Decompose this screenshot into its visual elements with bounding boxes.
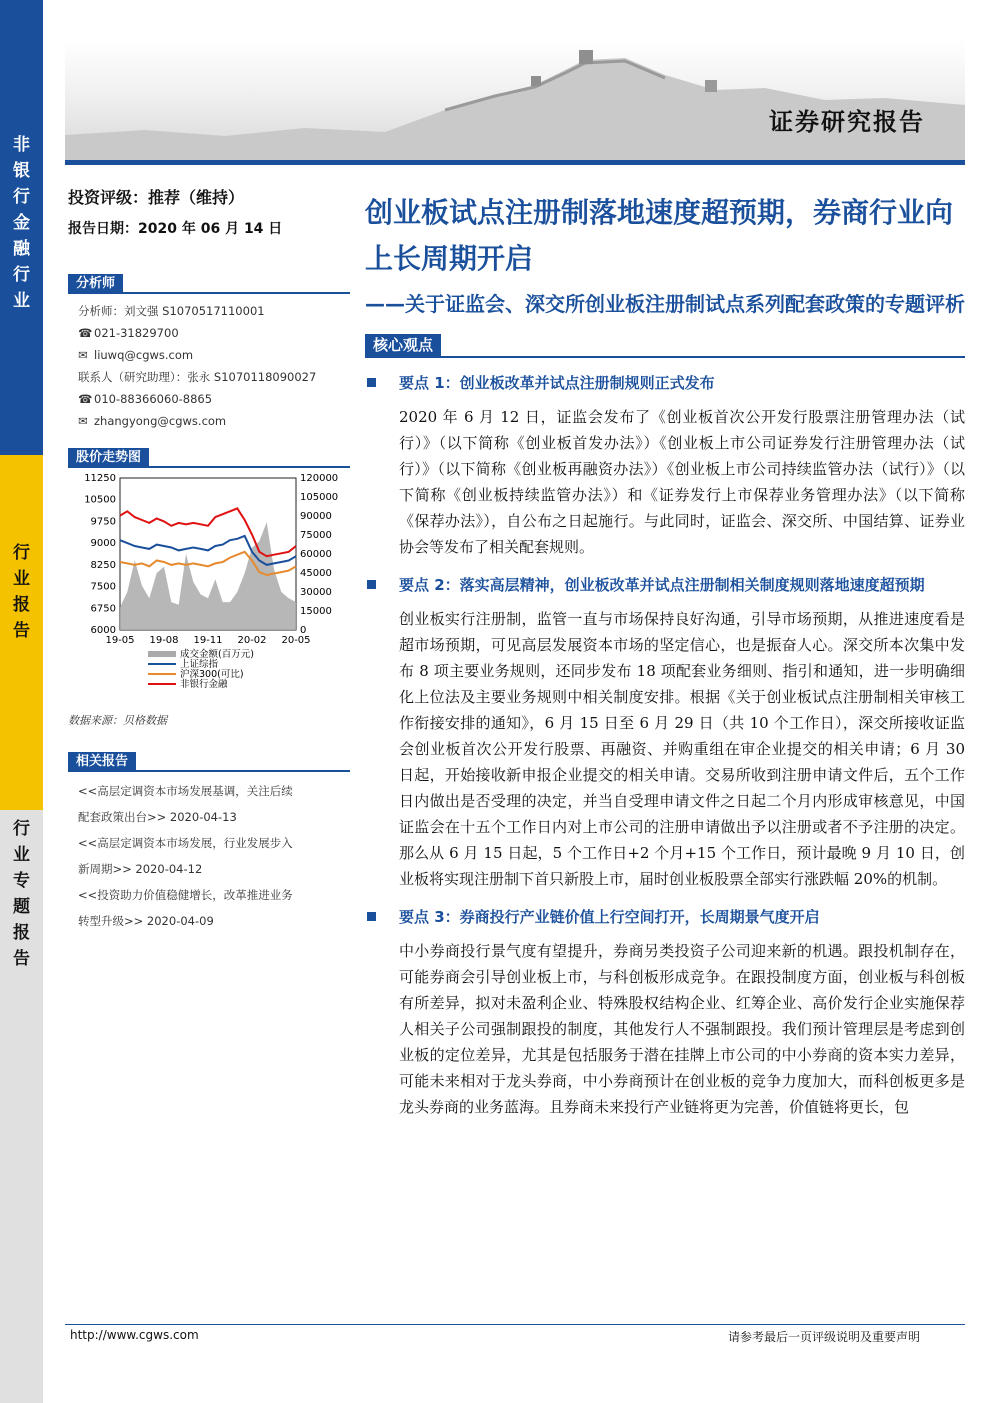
sidebar-char: 告 [13, 621, 30, 641]
report-date: 报告日期：2020 年 06 月 14 日 [68, 221, 283, 237]
phone-icon: ☎ [78, 392, 93, 406]
sidebar-char: 报 [13, 923, 30, 943]
great-wall-image [65, 40, 965, 160]
paragraph-1: 2020 年 6 月 12 日，证监会发布了《创业板首次公开发行股票注册管理办法（试行）》（以下简称《创业板首发办法》）《创业板上市公司证券发行注册管理办法（试行）》（以下简称《创业板再融资办法》）《创业板上市公司持续监管办法（试行）》（以下简称《创业板持续监管办法》）和《证券发行上市保荐业务管理办法》（以下简称《保荐办法》），自公布之日起施行。与此同时，证监会、深交所、中国结算、证券业协会等发布了相关配套规则。 [399, 408, 965, 556]
sidebar-char: 行 [13, 265, 30, 285]
footer-note: 请参考最后一页评级说明及重要声明 [727, 1330, 920, 1344]
key-point-2 [365, 572, 965, 598]
related-section-head [68, 750, 350, 772]
header-banner [65, 40, 965, 160]
related-report-line[interactable]: <<投资助力价值稳健增长，改革推进业务 [78, 888, 293, 902]
y-right-tick-label: 15000 [300, 606, 332, 617]
sidebar-char: 专 [13, 871, 30, 891]
sidebar-char: 行 [13, 187, 30, 207]
sidebar-char: 非 [13, 135, 30, 155]
related-reports [68, 778, 350, 934]
core-view-label: 核心观点 [365, 334, 441, 356]
analyst-phone-row [78, 322, 350, 344]
core-view-head [365, 334, 965, 358]
y-left-tick-label: 10500 [84, 494, 116, 506]
sidebar-char: 告 [13, 949, 30, 969]
y-left-tick-label: 7500 [90, 581, 116, 593]
sidebar [0, 0, 43, 1403]
sidebar-char: 银 [13, 161, 30, 181]
y-left-tick-label: 6000 [90, 625, 116, 636]
chart-head-label: 股价走势图 [68, 448, 149, 468]
related-report-line[interactable]: 新周期>> 2020-04-12 [78, 862, 203, 876]
sidebar-char: 业 [13, 845, 30, 865]
legend-label: 沪深300(可比) [180, 669, 244, 680]
sidebar-char: 行 [13, 543, 30, 563]
assistant-phone-row [78, 388, 350, 410]
y-left-tick-label: 9000 [90, 538, 116, 550]
analyst-email-row [78, 344, 350, 366]
related-report-line[interactable]: <<高层定调资本市场发展基调，关注后续 [78, 784, 293, 798]
chart-section-head [68, 446, 350, 468]
data-source: 数据来源：贝格数据 [68, 714, 167, 727]
sidebar-char: 融 [13, 239, 30, 259]
analyst-phone: 021-31829700 [94, 326, 179, 340]
related-report-line[interactable]: 转型升级>> 2020-04-09 [78, 914, 214, 928]
footer-url[interactable]: http://www.cgws.com [70, 1328, 199, 1342]
y-left-tick-label: 8250 [90, 559, 116, 571]
y-right-tick-label: 120000 [300, 473, 339, 484]
key-point-1-text: 要点 1：创业板改革并试点注册制规则正式发布 [399, 374, 715, 392]
header-rule [65, 160, 965, 165]
y-right-tick-label: 90000 [300, 511, 332, 522]
sidebar-label-report [0, 540, 43, 644]
y-left-tick-label: 11250 [84, 473, 116, 484]
x-tick-label: 19-08 [149, 635, 179, 646]
report-title: 创业板试点注册制落地速度超预期，券商行业向上长周期开启 [365, 196, 954, 275]
volume-area [120, 522, 296, 630]
y-right-tick-label: 75000 [300, 530, 332, 541]
investment-rating: 投资评级：推荐（维持） [68, 188, 245, 207]
analyst-section-head [68, 272, 350, 294]
assistant-email[interactable]: zhangyong@cgws.com [94, 414, 227, 428]
key-point-3 [365, 904, 965, 930]
square-bullet-icon [367, 580, 376, 589]
sidebar-char: 行 [13, 819, 30, 839]
footer-rule [65, 1324, 965, 1325]
related-report-line[interactable]: 配套政策出台>> 2020-04-13 [78, 810, 237, 824]
sidebar-char: 业 [13, 569, 30, 589]
sidebar-char: 业 [13, 291, 30, 311]
x-tick-label: 19-11 [193, 635, 223, 646]
legend-label: 非银行金融 [180, 679, 228, 690]
analyst-head-label: 分析师 [68, 274, 123, 294]
x-tick-label: 20-02 [237, 635, 267, 646]
price-chart [68, 468, 350, 708]
sidebar-label-industry [0, 132, 43, 314]
phone-icon: ☎ [78, 326, 93, 340]
y-right-tick-label: 105000 [300, 492, 339, 503]
sidebar-label-special [0, 816, 43, 972]
legend-label: 成交金额(百万元) [180, 649, 254, 660]
related-head-label: 相关报告 [68, 752, 136, 772]
sidebar-char: 金 [13, 213, 30, 233]
email-icon: ✉ [78, 414, 88, 428]
y-right-tick-label: 45000 [300, 568, 332, 579]
legend-label: 上证综指 [180, 659, 219, 670]
report-subtitle: ——关于证监会、深交所创业板注册制试点系列配套政策的专题评析 [365, 292, 965, 316]
paragraph-3: 中小券商投行景气度有望提升，券商另类投资子公司迎来新的机遇。跟投机制存在，可能券商会引导创业板上市，与科创板形成竞争。在跟投制度方面，创业板与科创板有所差异，拟对未盈利企业、特殊股权结构企业、红筹企业、高价发行企业实施保荐人相关子公司强制跟投的制度，其他发行人不强制跟投。我们预计管理层是考虑到创业板的定位差异，尤其是包括服务于潜在挂牌上市公司的中小券商的资本实力差异，可能未来相对于龙头券商，中小券商预计在创业板的竞争力度加大，而科创板更多是龙头券商的业务蓝海。且券商未来投行产业链将更为完善，价值链将更长，包 [399, 942, 965, 1116]
assistant-email-row [78, 410, 350, 432]
x-tick-label: 20-05 [281, 635, 311, 646]
assistant-name: 联系人（研究助理）：张永 S1070118090027 [78, 370, 317, 384]
left-column [68, 185, 350, 934]
square-bullet-icon [367, 912, 376, 921]
y-right-tick-label: 60000 [300, 549, 332, 560]
y-left-tick-label: 9750 [90, 516, 116, 528]
key-point-3-text: 要点 3：券商投行产业链价值上行空间打开，长周期景气度开启 [399, 908, 820, 926]
x-tick-label: 19-05 [105, 635, 135, 646]
y-right-tick-label: 30000 [300, 587, 332, 598]
assistant-phone: 010-88366060-8865 [94, 392, 213, 406]
related-report-line[interactable]: <<高层定调资本市场发展，行业发展步入 [78, 836, 293, 850]
email-icon: ✉ [78, 348, 88, 362]
report-type-title: 证券研究报告 [769, 108, 925, 136]
sidebar-char: 报 [13, 595, 30, 615]
price-chart-svg [68, 468, 350, 708]
sidebar-char: 题 [13, 897, 30, 917]
key-point-1 [365, 370, 965, 396]
analyst-info [68, 300, 350, 432]
square-bullet-icon [367, 378, 376, 387]
key-point-2-text: 要点 2：落实高层精神，创业板改革并试点注册制相关制度规则落地速度超预期 [399, 576, 925, 594]
y-right-tick-label: 0 [300, 625, 307, 636]
y-left-tick-label: 6750 [90, 603, 116, 615]
paragraph-2: 创业板实行注册制，监管一直与市场保持良好沟通，引导市场预期，从推进速度看是超市场预期，可见高层发展资本市场的坚定信心，也是振奋人心。深交所本次集中发布 8 项主要业务规则，还同步发布 18 项配套业务细则、指引和通知，进一步明确细化上位法及主要业务规则中相关制度安排。根据《关于创业板试点注册制相关审核工作衔接安排的通知》，6 月 15 日至 6 月 29 日（共 10 个工作日），深交所接收证监会创业板首次公开发行股票、再融资、并购重组在审企业提交的相关申请；6 月 30 日起，开始接收新申报企业提交的相关申请。交易所收到注册申请文件后，五个工作日内做出是否受理的决定，并当自受理申请文件之日起二个月内形成审核意见，中国证监会在十五个工作日内对上市公司的注册申请做出予以注册或者不予注册的决定。那么从 6 月 15 日起，5 个工作日+2 个月+15 个工作日，预计最晚 9 月 10 日，创业板将实现注册制下首只新股上市，届时创业板股票全部实行涨跌幅 20%的机制。 [399, 610, 965, 888]
analyst-email[interactable]: liuwq@cgws.com [94, 348, 194, 362]
main-column [365, 190, 965, 1120]
analyst-name: 分析师：刘文强 S1070517110001 [78, 304, 265, 318]
